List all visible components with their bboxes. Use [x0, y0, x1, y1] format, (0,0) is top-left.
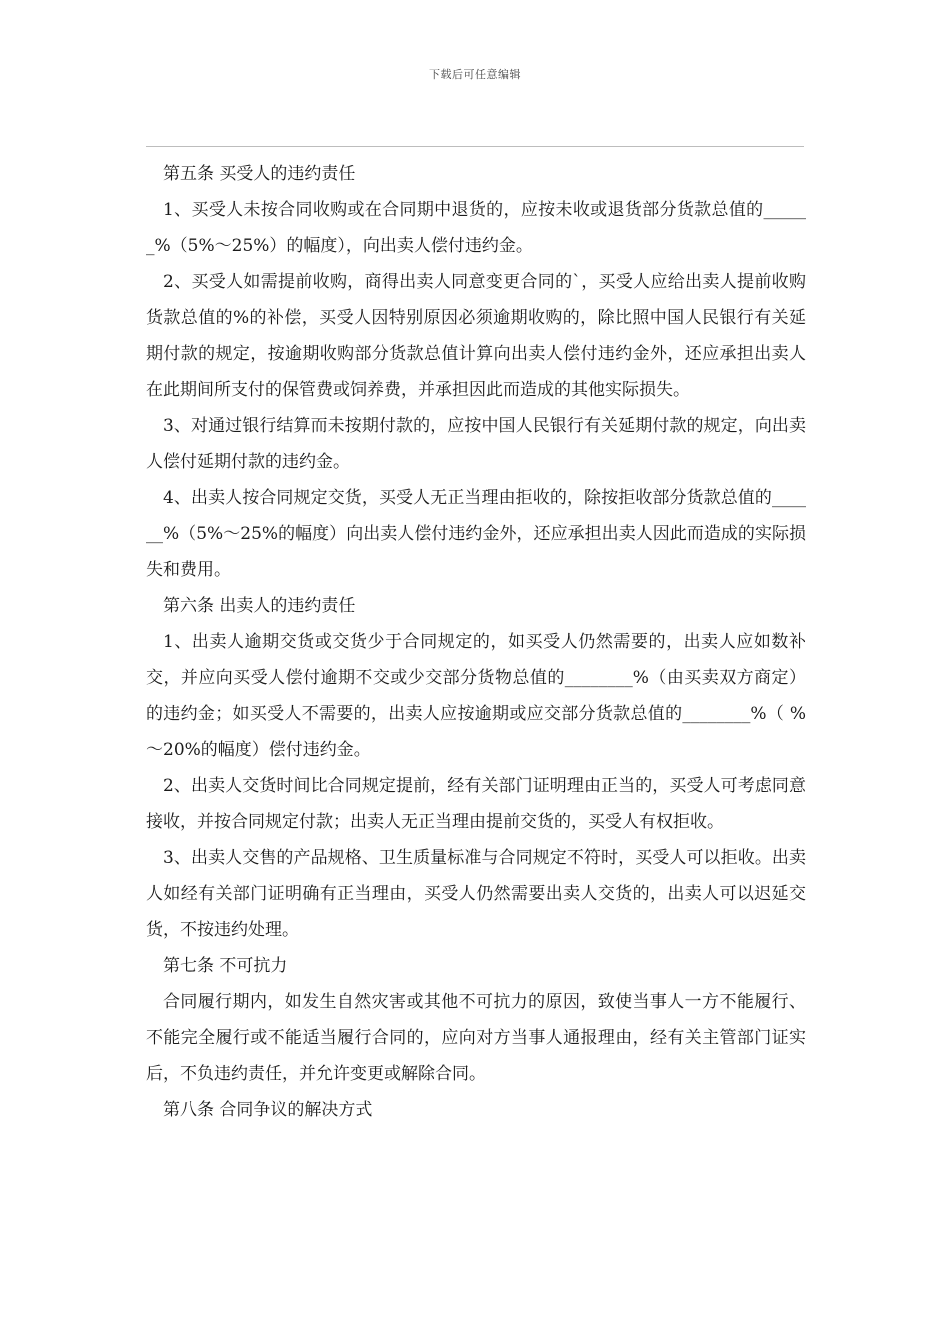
article-5-heading: 第五条 买受人的违约责任 — [163, 164, 356, 184]
article-6-clause-1: 1、出卖人逾期交货或交货少于合同规定的，如买受人仍然需要的，出卖人应如数补交，并应向买受人偿付逾期不交或少交部分货物总值的________%（由买卖双方商定）的违约金；如买受人不需要的，出卖人应按逾期或应交部分货款总值的________%（ %～20%的幅度）偿付违约金。 — [146, 632, 806, 760]
article-8-heading: 第八条 合同争议的解决方式 — [163, 1100, 373, 1120]
article-5-clause-3: 3、对通过银行结算而未按期付款的，应按中国人民银行有关延期付款的规定，向出卖人偿付延期付款的违约金。 — [146, 416, 806, 472]
article-5-clause-4: 4、出卖人按合同规定交货，买受人无正当理由拒收的，除按拒收部分货款总值的______%（5%～25%的幅度）向出卖人偿付违约金外，还应承担出卖人因此而造成的实际损失和费用。 — [146, 488, 806, 580]
article-7-heading: 第七条 不可抗力 — [163, 956, 288, 976]
header-divider — [146, 146, 804, 147]
article-6-heading: 第六条 出卖人的违约责任 — [163, 596, 356, 616]
document-body — [146, 156, 806, 1128]
article-6-clause-2: 2、出卖人交货时间比合同规定提前，经有关部门证明理由正当的，买受人可考虑同意接收，并按合同规定付款；出卖人无正当理由提前交货的，买受人有权拒收。 — [146, 776, 806, 832]
article-7-body: 合同履行期内，如发生自然灾害或其他不可抗力的原因，致使当事人一方不能履行、不能完全履行或不能适当履行合同的，应向对方当事人通报理由，经有关主管部门证实后，不负违约责任，并允许变更或解除合同。 — [146, 992, 806, 1084]
header-note: 下载后可任意编辑 — [429, 68, 521, 81]
article-5-clause-2: 2、买受人如需提前收购，商得出卖人同意变更合同的`，买受人应给出卖人提前收购货款总值的%的补偿，买受人因特别原因必须逾期收购的，除比照中国人民银行有关延期付款的规定，按逾期收购部分货款总值计算向出卖人偿付违约金外，还应承担出卖人在此期间所支付的保管费或饲养费，并承担因此而造成的其他实际损失。 — [146, 272, 806, 400]
article-6-clause-3: 3、出卖人交售的产品规格、卫生质量标准与合同规定不符时，买受人可以拒收。出卖人如经有关部门证明确有正当理由，买受人仍然需要出卖人交货的，出卖人可以迟延交货，不按违约处理。 — [146, 848, 806, 940]
article-5-clause-1: 1、买受人未按合同收购或在合同期中退货的，应按未收或退货部分货款总值的______%（5%～25%）的幅度），向出卖人偿付违约金。 — [146, 200, 806, 256]
